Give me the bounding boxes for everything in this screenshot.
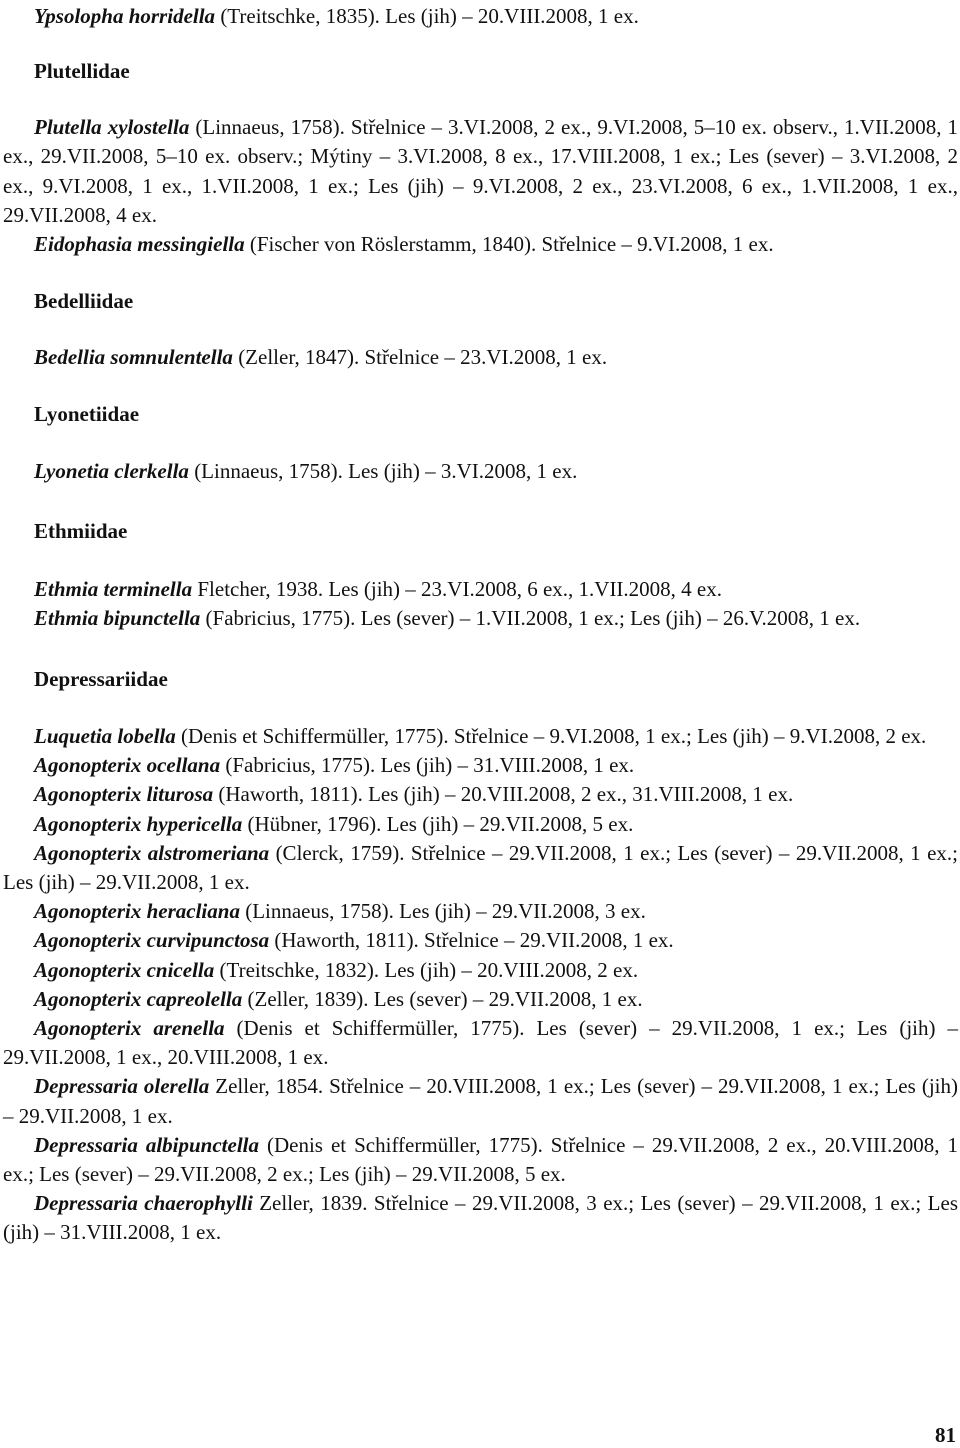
- species-record: Zeller, 1854. Střelnice – 20.VIII.2008, 1 ex.; Les (sever) – 29.VII.2008, 1 ex.; Les (jih) – 29.VII.2008, 1 ex.: [3, 1074, 958, 1128]
- species-record: (Linnaeus, 1758). Les (jih) – 3.VI.2008, 1 ex.: [188, 459, 578, 484]
- species-record: (Denis et Schiffermüller, 1775). Střelnice – 9.VI.2008, 1 ex.; Les (jih) – 9.VI.2008, 2 ex.: [175, 724, 927, 749]
- species-name: Agonopterix liturosa: [34, 782, 214, 807]
- species-entry: [3, 1189, 958, 1247]
- species-name: Agonopterix hypericella: [34, 811, 243, 836]
- species-entry: [3, 575, 958, 604]
- species-entry: [3, 780, 958, 809]
- page-number: 81: [935, 1423, 956, 1447]
- document-page: [3, 2, 958, 1248]
- species-record: (Linnaeus, 1758). Střelnice – 3.VI.2008, 2 ex., 9.VI.2008, 5–10 ex. observ., 1.VII.2008, 1 ex., 29.VII.2008, 5–10 ex. observ.; Mýtiny – 3.VI.2008, 8 ex., 17.VIII.2008, 1 ex.; Les (sever) – 3.VI.2008, 2 ex., 9.VI.2008, 1 ex., 1.VII.2008, 1 ex.; Les (jih) – 9.VI.2008, 2 ex., 23.VI.2008, 6 ex., 1.VII.2008, 1 ex., 29.VII.2008, 4 ex.: [3, 115, 958, 227]
- species-name: Depressaria albipunctella: [34, 1132, 259, 1157]
- species-name: Agonopterix curvipunctosa: [34, 928, 270, 953]
- species-entry: [3, 956, 958, 985]
- species-entry: [3, 343, 958, 372]
- species-record: (Zeller, 1839). Les (sever) – 29.VII.2008, 1 ex.: [242, 986, 643, 1011]
- species-name: Agonopterix heracliana: [34, 899, 240, 924]
- species-name: Ypsolopha horridella: [34, 4, 216, 28]
- species-entry: [3, 839, 958, 897]
- species-entry: [3, 897, 958, 926]
- species-entry: [3, 722, 958, 751]
- species-name: Agonopterix capreolella: [34, 986, 243, 1011]
- family-heading: Depressariidae: [34, 667, 168, 692]
- species-entry: [3, 926, 958, 955]
- species-record: (Zeller, 1847). Střelnice – 23.VI.2008, 1 ex.: [232, 345, 608, 370]
- species-name: Plutella xylostella: [34, 115, 190, 140]
- species-record: (Clerck, 1759). Střelnice – 29.VII.2008, 1 ex.; Les (sever) – 29.VII.2008, 1 ex.; Les (jih) – 29.VII.2008, 1 ex.: [3, 840, 958, 895]
- species-name: Lyonetia clerkella: [34, 459, 189, 484]
- species-entry: [3, 810, 958, 839]
- family-heading: Ethmiidae: [34, 518, 128, 543]
- species-record: (Haworth, 1811). Les (jih) – 20.VIII.2008, 2 ex., 31.VIII.2008, 1 ex.: [213, 782, 794, 807]
- species-name: Eidophasia messingiella: [34, 232, 245, 257]
- species-name: Agonopterix ocellana: [34, 753, 221, 778]
- species-record: Fletcher, 1938. Les (jih) – 23.VI.2008, 6 ex., 1.VII.2008, 4 ex.: [192, 576, 723, 601]
- species-entry: [3, 457, 958, 486]
- species-name: Ethmia bipunctella: [34, 605, 201, 630]
- species-record: (Treitschke, 1835). Les (jih) – 20.VIII.2008, 1 ex.: [215, 4, 639, 28]
- species-name: Agonopterix cnicella: [34, 957, 215, 982]
- species-entry: [3, 751, 958, 780]
- species-record: (Hübner, 1796). Les (jih) – 29.VII.2008, 5 ex.: [242, 811, 634, 836]
- species-entry: [3, 2, 958, 31]
- species-record: (Denis et Schiffermüller, 1775). Les (sever) – 29.VII.2008, 1 ex.; Les (jih) – 29.VII.2008, 1 ex., 20.VIII.2008, 1 ex.: [3, 1016, 958, 1070]
- species-entry: [3, 604, 958, 633]
- family-heading: Plutellidae: [34, 59, 130, 84]
- species-record: (Denis et Schiffermüller, 1775). Střelnice – 29.VII.2008, 2 ex., 20.VIII.2008, 1 ex.; Les (sever) – 29.VII.2008, 2 ex.; Les (jih) – 29.VII.2008, 5 ex.: [3, 1132, 958, 1187]
- species-record: (Fischer von Röslerstamm, 1840). Střelnice – 9.VI.2008, 1 ex.: [244, 232, 774, 257]
- species-entry: [3, 1014, 958, 1072]
- species-entry: [3, 1131, 958, 1189]
- species-name: Bedellia somnulentella: [34, 345, 233, 370]
- species-entry: [3, 1072, 958, 1130]
- species-record: (Fabricius, 1775). Les (jih) – 31.VIII.2008, 1 ex.: [220, 753, 635, 778]
- species-name: Agonopterix arenella: [34, 1016, 225, 1041]
- family-heading: Lyonetiidae: [34, 402, 140, 427]
- species-entry: [3, 230, 958, 259]
- species-record: (Linnaeus, 1758). Les (jih) – 29.VII.2008, 3 ex.: [239, 899, 646, 924]
- species-entry: [3, 985, 958, 1014]
- species-name: Agonopterix alstromeriana: [34, 840, 270, 865]
- species-name: Depressaria chaerophylli: [34, 1191, 253, 1216]
- species-name: Depressaria olerella: [34, 1074, 210, 1099]
- species-name: Luquetia lobella: [34, 724, 176, 749]
- species-record: Zeller, 1839. Střelnice – 29.VII.2008, 3 ex.; Les (sever) – 29.VII.2008, 1 ex.; Les (jih) – 31.VIII.2008, 1 ex.: [3, 1191, 959, 1245]
- species-record: (Fabricius, 1775). Les (sever) – 1.VII.2008, 1 ex.; Les (jih) – 26.V.2008, 1 ex.: [200, 605, 861, 630]
- species-record: (Treitschke, 1832). Les (jih) – 20.VIII.2008, 2 ex.: [214, 957, 639, 982]
- species-entry: [3, 113, 958, 230]
- species-record: (Haworth, 1811). Střelnice – 29.VII.2008, 1 ex.: [269, 928, 674, 953]
- species-name: Ethmia terminella: [34, 576, 193, 601]
- family-heading: Bedelliidae: [34, 289, 134, 314]
